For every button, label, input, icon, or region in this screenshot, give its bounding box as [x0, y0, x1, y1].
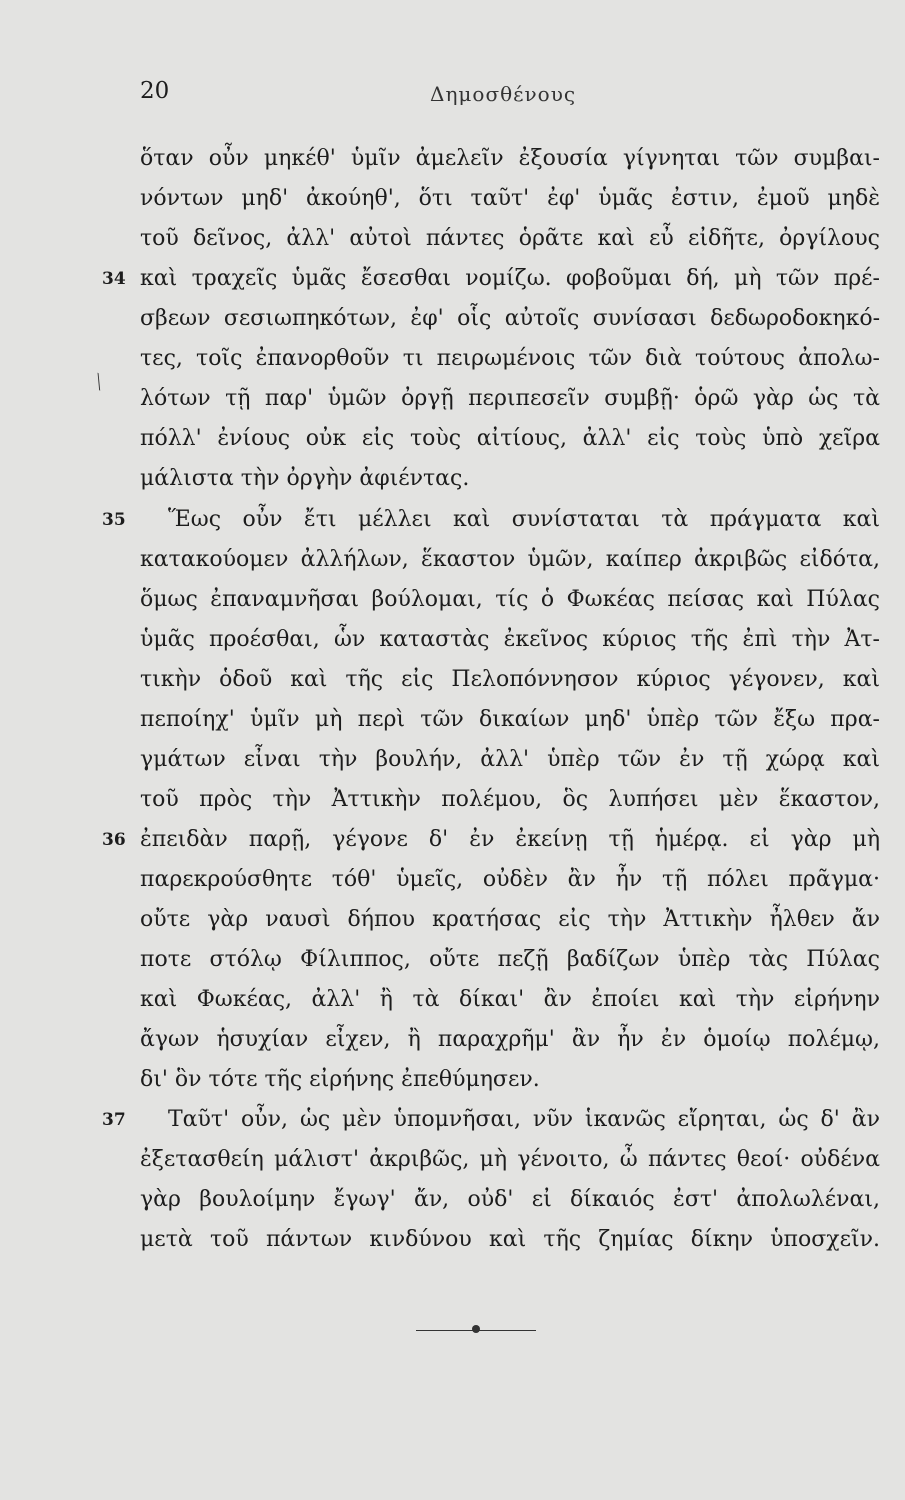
text-line: Ἕως οὖν ἔτι μέλλει καὶ συνίσταται τὰ πράγματα καὶ [168, 507, 880, 532]
text-line: πεποίηχ' ὑμῖν μὴ περὶ τῶν δικαίων μηδ' ὑπὲρ τῶν ἔξω πρα- [140, 707, 880, 732]
text-line: τικὴν ὁδοῦ καὶ τῆς εἰς Πελοπόννησον κύριος γέγονεν, καὶ [140, 667, 880, 692]
text-line: ἄγων ἡσυχίαν εἶχεν, ἢ παραχρῆμ' ἂν ἦν ἐν ὁμοίῳ πολέμῳ, [140, 1027, 880, 1052]
text-line: ἐπειδὰν παρῇ, γέγονε δ' ἐν ἐκείνῃ τῇ ἡμέρᾳ. εἰ γὰρ μὴ [140, 827, 880, 852]
text-line: τοῦ πρὸς τὴν Ἀττικὴν πολέμου, ὃς λυπήσει μὲν ἕκαστον, [140, 787, 880, 812]
text-line: νόντων μηδ' ἀκούηθ', ὅτι ταῦτ' ἐφ' ὑμᾶς ἐστιν, ἐμοῦ μηδὲ [140, 186, 880, 211]
text-line: ὑμᾶς προέσθαι, ὧν καταστὰς ἐκεῖνος κύριος τῆς ἐπὶ τὴν Ἀτ- [140, 627, 880, 652]
text-line: γὰρ βουλοίμην ἔγωγ' ἄν, οὐδ' εἰ δίκαιός ἐστ' ἀπολωλέναι, [140, 1187, 880, 1212]
section-number-34: 34 [102, 269, 126, 289]
text-line: Ταῦτ' οὖν, ὡς μὲν ὑπομνῆσαι, νῦν ἱκανῶς εἴρηται, ὡς δ' ἂν [168, 1107, 880, 1132]
end-rule-ornament [472, 1325, 480, 1333]
text-line: μάλιστα τὴν ὀργὴν ἀφιέντας. [140, 466, 470, 491]
margin-tick-mark: ⟍ [87, 370, 110, 395]
text-line: λότων τῇ παρ' ὑμῶν ὀργῇ περιπεσεῖν συμβῇ· ὁρῶ γὰρ ὡς τὰ [140, 386, 880, 411]
text-line: καὶ τραχεῖς ὑμᾶς ἔσεσθαι νομίζω. φοβοῦμαι δή, μὴ τῶν πρέ- [140, 266, 880, 291]
section-number-36: 36 [102, 830, 126, 850]
text-line: παρεκρούσθητε τόθ' ὑμεῖς, οὐδὲν ἂν ἦν τῇ πόλει πρᾶγμα· [140, 867, 880, 892]
text-line: καὶ Φωκέας, ἀλλ' ἢ τὰ δίκαι' ἂν ἐποίει καὶ τὴν εἰρήνην [140, 987, 880, 1012]
text-line: ὅταν οὖν μηκέθ' ὑμῖν ἀμελεῖν ἐξουσία γίγνηται τῶν συμβαι- [140, 146, 880, 171]
text-line: ἐξετασθείη μάλιστ' ἀκριβῶς, μὴ γένοιτο, ὦ πάντες θεοί· οὐδένα [140, 1147, 880, 1172]
text-line: τοῦ δεῖνος, ἀλλ' αὐτοὶ πάντες ὁρᾶτε καὶ εὖ εἰδῆτε, ὀργίλους [140, 226, 880, 251]
text-line: σβεων σεσιωπηκότων, ἐφ' οἷς αὐτοῖς συνίσασι δεδωροδοκηκό- [140, 306, 880, 331]
text-line: γμάτων εἶναι τὴν βουλήν, ἀλλ' ὑπὲρ τῶν ἐν τῇ χώρᾳ καὶ [140, 747, 880, 772]
text-line: οὔτε γὰρ ναυσὶ δήπου κρατήσας εἰς τὴν Ἀττικὴν ἦλθεν ἄν [140, 907, 880, 932]
section-number-37: 37 [102, 1110, 126, 1130]
section-number-35: 35 [102, 510, 126, 530]
running-title: Δημοσθένους [430, 82, 577, 106]
text-line: πόλλ' ἐνίους οὐκ εἰς τοὺς αἰτίους, ἀλλ' εἰς τοὺς ὑπὸ χεῖρα [140, 426, 880, 451]
text-line: ὅμως ἐπαναμνῆσαι βούλομαι, τίς ὁ Φωκέας πείσας καὶ Πύλας [140, 587, 880, 612]
text-line: κατακούομεν ἀλλήλων, ἕκαστον ὑμῶν, καίπερ ἀκριβῶς εἰδότα, [140, 547, 880, 572]
text-line: δι' ὃν τότε τῆς εἰρήνης ἐπεθύμησεν. [140, 1067, 540, 1092]
text-line: ποτε στόλῳ Φίλιππος, οὔτε πεζῇ βαδίζων ὑπὲρ τὰς Πύλας [140, 947, 880, 972]
text-line: μετὰ τοῦ πάντων κινδύνου καὶ τῆς ζημίας δίκην ὑποσχεῖν. [140, 1227, 880, 1252]
page-number: 20 [140, 78, 170, 104]
text-line: τες, τοῖς ἐπανορθοῦν τι πειρωμένοις τῶν διὰ τούτους ἀπολω- [140, 346, 880, 371]
